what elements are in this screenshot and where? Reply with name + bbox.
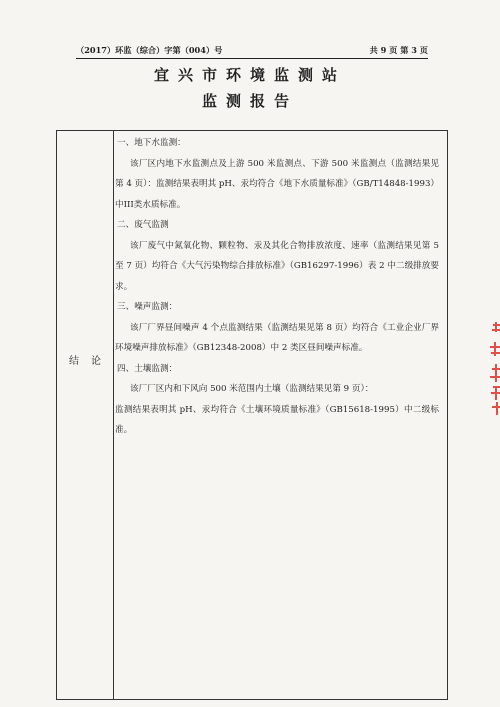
section-soil (115, 359, 439, 441)
section-exhaust-gas (115, 215, 439, 297)
label-column (57, 131, 114, 699)
station-title: 宜兴市环境监测站 (153, 66, 346, 84)
report-title: 监测报告 (201, 92, 298, 110)
section-noise (115, 297, 439, 359)
conclusion-label: 结论 (69, 356, 113, 367)
page-info: 共 9 页 第 3 页 (369, 45, 428, 55)
section-heading: 一、地下水监测： (117, 138, 186, 148)
header-rule (76, 58, 428, 59)
section-paragraph: 该厂废气中氮氧化物、颗粒物、汞及其化合物排放浓度、速率（监测结果见第 5 至 7 页）均符合《大气污染物综合排放标准》（GB16297-1996）表 2 中二级排放要求。 (115, 240, 439, 292)
section-heading: 三、噪声监测： (117, 302, 178, 312)
document-number: （2017）环监（综合）字第（004）号 (76, 45, 223, 55)
section-paragraph: 该厂厂区内和下风向 500 米范围内土壤（监测结果见第 9 页）： (130, 384, 374, 394)
section-groundwater (115, 133, 439, 215)
section-paragraph: 监测结果表明其 pH、汞均符合《土壤环境质量标准》（GB15618-1995）中二级标准。 (115, 404, 439, 435)
conclusion-content (115, 133, 439, 441)
section-heading: 二、废气监测 (117, 220, 169, 230)
conclusion-table (56, 130, 448, 700)
section-paragraph: 该厂厂界昼间噪声 4 个点监测结果（监测结果见第 8 页）均符合《工业企业厂界环境噪声排放标准》（GB12348-2008）中 2 类区昼间噪声标准。 (115, 322, 439, 353)
seal-stamp-fragment (487, 322, 500, 417)
section-paragraph: 该厂区内地下水监测点及上游 500 米监测点、下游 500 米监测点（监测结果见第 4 页）：监测结果表明其 pH、汞均符合《地下水质量标准》（GB/T14848-1993）中III类水质标准。 (115, 158, 440, 210)
section-heading: 四、土壤监测： (117, 363, 178, 374)
